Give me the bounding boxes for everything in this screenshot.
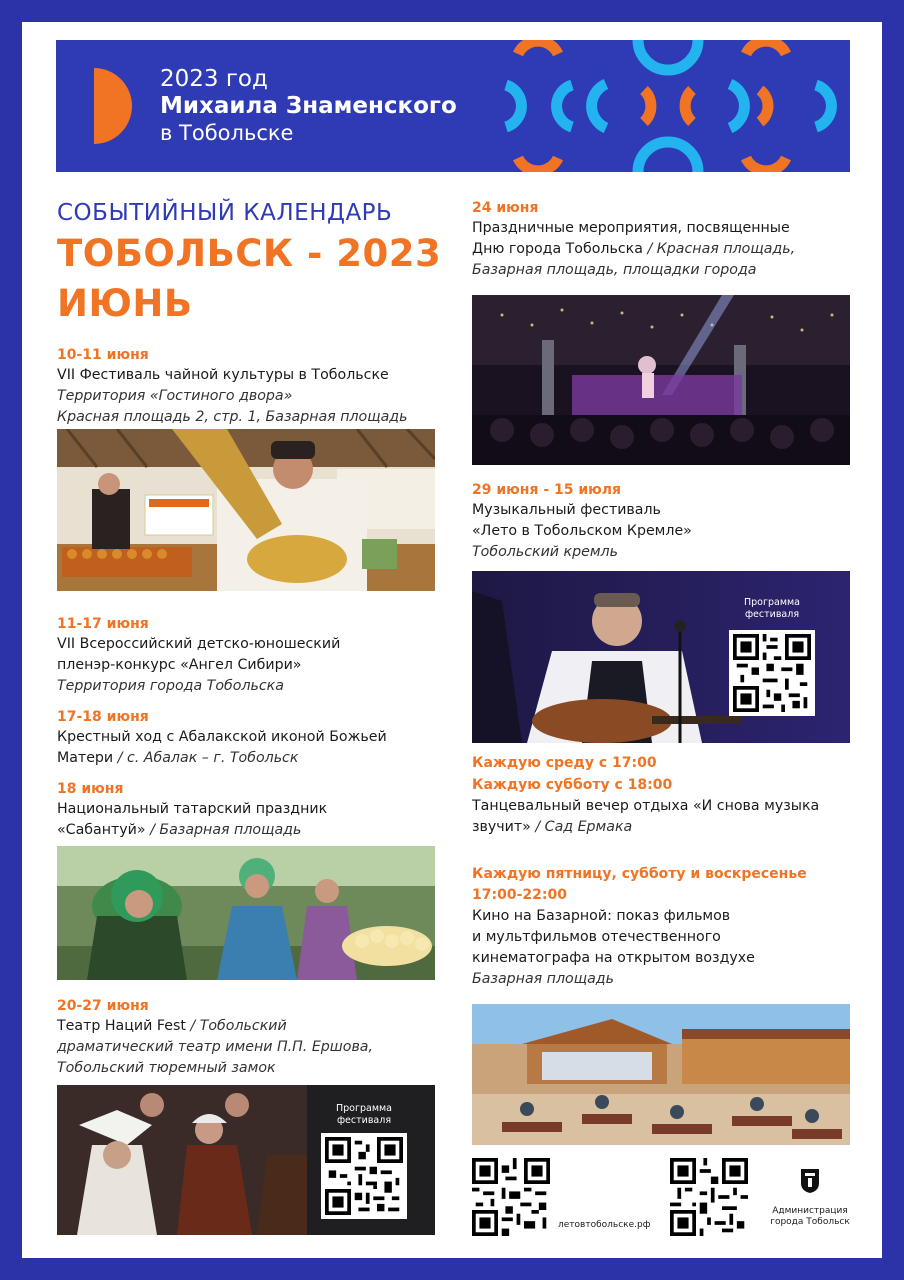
event-name: Праздничные мероприятия, посвященные xyxy=(472,220,790,236)
city-year-title: ТОБОЛЬСК - 2023 xyxy=(57,232,442,275)
event-place: Базарная площадь, площадки города xyxy=(472,262,757,278)
event-name-line xyxy=(57,748,447,769)
event-name: VII Всероссийский детско-юношеский xyxy=(57,636,341,652)
event-name-line xyxy=(57,1016,447,1037)
event-name: Театр Наций Fest xyxy=(57,1018,186,1034)
event-date: 24 июня xyxy=(472,200,539,216)
event-place: Красная площадь 2, стр. 1, Базарная площадь xyxy=(57,409,408,425)
event-sabantuy xyxy=(57,779,447,841)
event-place: Тобольский кремль xyxy=(472,544,618,560)
event-place: Территория города Тобольска xyxy=(57,678,284,694)
event-name: пленэр-конкурс «Ангел Сибири» xyxy=(57,657,302,673)
event-date: Каждую пятницу, субботу и воскресенье xyxy=(472,866,807,882)
event-name: кинематографа на открытом воздухе xyxy=(472,950,755,966)
event-name: Национальный татарский праздник xyxy=(57,801,328,817)
month-title: ИЮНЬ xyxy=(57,282,193,325)
theatre-qr-code[interactable] xyxy=(321,1133,407,1219)
ornament-icon xyxy=(496,40,850,172)
event-place: Базарная площадь xyxy=(472,971,614,987)
event-name-line xyxy=(472,239,862,260)
event-name-line xyxy=(472,817,862,838)
cinema-photo xyxy=(472,1004,850,1145)
event-name: звучит» xyxy=(472,819,531,835)
event-date: 11-17 июня xyxy=(57,616,149,632)
event-place: / Сад Ермака xyxy=(535,819,633,835)
city-day-photo xyxy=(472,295,850,465)
event-date: 20-27 июня xyxy=(57,998,149,1014)
event-place: / Красная площадь, xyxy=(647,241,796,257)
event-place: драматический театр имени П.П. Ершова, xyxy=(57,1039,374,1055)
event-date: Каждую субботу с 18:00 xyxy=(472,777,673,793)
event-date: 17:00-22:00 xyxy=(472,887,567,903)
event-name-line xyxy=(57,820,447,841)
event-procession xyxy=(57,707,447,769)
event-angel-sibiri xyxy=(57,614,447,697)
d-logo-icon xyxy=(94,68,134,144)
event-name: Музыкальный фестиваль xyxy=(472,502,661,518)
qr-code-icon xyxy=(733,634,811,712)
event-date: 17-18 июня xyxy=(57,709,149,725)
event-place: Территория «Гостиного двора» xyxy=(57,388,293,404)
footer-qr-code-2[interactable] xyxy=(670,1158,748,1236)
qr-caption: Программа фестиваля xyxy=(336,1103,392,1126)
footer-admin-line-2: города Тобольск xyxy=(770,1217,850,1227)
tea-festival-photo xyxy=(57,429,435,591)
event-date: 10-11 июня xyxy=(57,347,149,363)
event-place: / Тобольский xyxy=(190,1018,287,1034)
event-dance-evening xyxy=(472,752,862,838)
event-name: Дню города Тобольска xyxy=(472,241,643,257)
music-qr-code[interactable] xyxy=(729,630,815,716)
calendar-title: СОБЫТИЙНЫЙ КАЛЕНДАРЬ xyxy=(57,200,393,226)
qr-caption: Программа фестиваля xyxy=(744,597,800,620)
event-place: / с. Абалак – г. Тобольск xyxy=(117,750,299,766)
event-city-day xyxy=(472,198,862,281)
event-cinema xyxy=(472,864,862,990)
header-banner xyxy=(56,40,850,172)
music-festival-photo xyxy=(472,571,850,743)
footer-admin-line-1: Администрация xyxy=(772,1206,848,1216)
event-place: Тобольский тюремный замок xyxy=(57,1060,276,1076)
banner-line-3: в Тобольске xyxy=(160,121,294,145)
coat-of-arms-icon xyxy=(800,1168,820,1194)
event-name: VII Фестиваль чайной культуры в Тобольске xyxy=(57,367,389,383)
event-place: / Базарная площадь xyxy=(150,822,302,838)
event-name: Крестный ход с Абалакской иконой Божьей xyxy=(57,729,387,745)
event-name: «Лето в Тобольском Кремле» xyxy=(472,523,692,539)
qr-code-icon xyxy=(472,1158,550,1236)
event-name: Матери xyxy=(57,750,114,766)
footer-site-link[interactable]: летовтобольске.рф xyxy=(558,1220,651,1230)
event-theatre-fest xyxy=(57,996,447,1079)
event-name: «Сабантуй» xyxy=(57,822,146,838)
banner-line-2: Михаила Знаменского xyxy=(160,93,457,119)
banner-heading xyxy=(160,66,457,147)
event-music-festival xyxy=(472,480,862,563)
qr-code-icon xyxy=(325,1137,403,1215)
event-name: и мультфильмов отечественного xyxy=(472,929,721,945)
event-date: 18 июня xyxy=(57,781,124,797)
event-tea-festival xyxy=(57,345,447,428)
footer-qr-code-1[interactable] xyxy=(472,1158,550,1236)
event-name: Танцевальный вечер отдыха «И снова музыка xyxy=(472,798,820,814)
qr-code-icon xyxy=(670,1158,748,1236)
footer-admin xyxy=(770,1206,850,1228)
event-date: 29 июня - 15 июля xyxy=(472,482,622,498)
banner-line-1: 2023 год xyxy=(160,66,268,92)
event-name: Кино на Базарной: показ фильмов xyxy=(472,908,731,924)
sabantuy-photo xyxy=(57,846,435,980)
theatre-fest-photo xyxy=(57,1085,435,1235)
event-date: Каждую среду с 17:00 xyxy=(472,755,657,771)
